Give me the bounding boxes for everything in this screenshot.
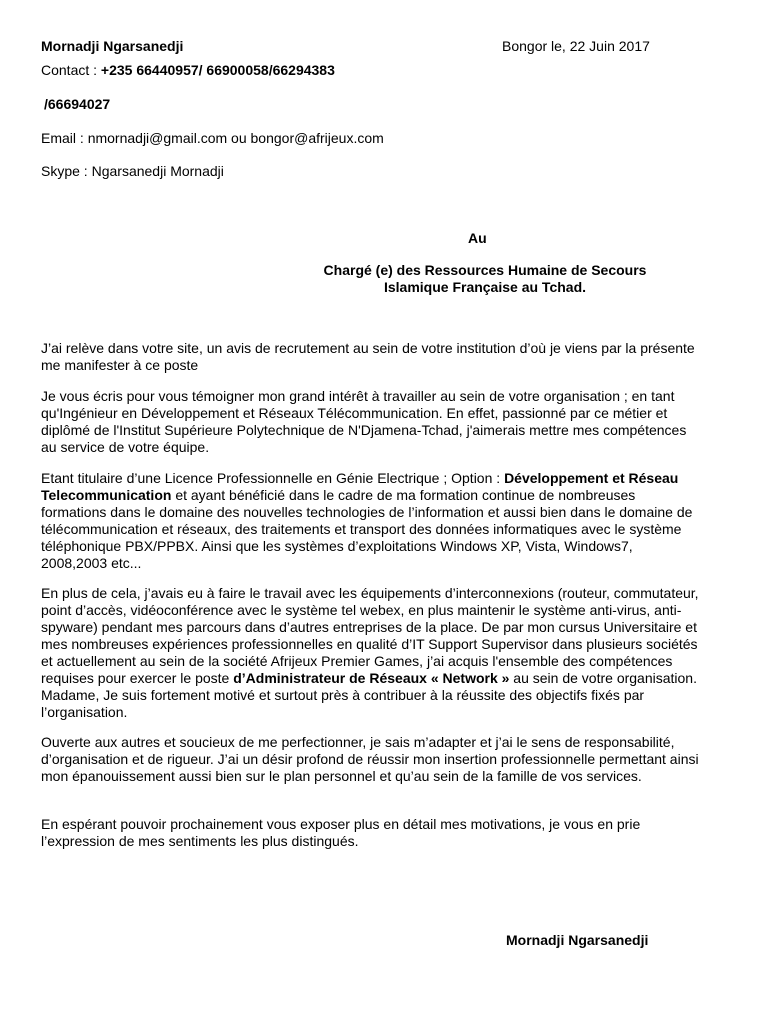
recipient-line-1: Chargé (e) des Ressources Humaine de Secours bbox=[323, 262, 647, 278]
paragraph-4-position: d’Administrateur de Réseaux « Network » bbox=[233, 670, 510, 686]
email-value: nmornadji@gmail.com ou bongor@afrijeux.com bbox=[87, 130, 384, 146]
signature: Mornadji Ngarsanedji bbox=[506, 932, 649, 948]
paragraph-3 bbox=[41, 470, 701, 572]
skype-value: Ngarsanedji Mornadji bbox=[91, 163, 224, 179]
recipient-line-2: Islamique Française au Tchad. bbox=[383, 279, 587, 295]
sender-name: Mornadji Ngarsanedji bbox=[41, 38, 184, 54]
email-label: Email : bbox=[41, 130, 88, 146]
contact-phones-extra: /66694027 bbox=[44, 96, 111, 112]
paragraph-4-text-a: En plus de cela, j’avais eu à faire le travail avec les équipements d’interconnexions (routeur, commutateur, point d’accès, vidéoconférence avec le système tel webex, en plus maintenir le système anti-virus, anti-spyware) pendant mes parcours dans d’autres entreprises de la place. De par mon cursus Universitaire et mes nombreuses expériences professionnelles en qualité d’IT Support Supervisor dans plusieurs sociétés et actuellement au sein de la société Afrijeux Premier Games, j’ai acquis l'ensemble des compétences requises pour exercer le poste bbox=[41, 585, 699, 686]
paragraph-4 bbox=[41, 585, 701, 721]
paragraph-3-text-b: et ayant bénéficié dans le cadre de ma formation continue de nombreuses formations dans le domaine des nouvelles technologies de l’information et aussi bien dans le domaine de télécommunication et réseaux, des traitements et transport des données informatiques avec le système téléphonique PBX/PPBX. Ainsi que les systèmes d’exploitations Windows XP, Vista, Windows7, 2008,2003 etc... bbox=[41, 487, 693, 571]
recipient-to: Au bbox=[468, 230, 487, 246]
contact-phones: +235 66440957/ 66900058/66294383 bbox=[100, 62, 335, 78]
paragraph-4-text-b: au sein de votre organisation. Madame, Je suis fortement motivé et surtout près à contribuer à la réussite des objectifs fixés par l’organisation. bbox=[41, 670, 697, 720]
paragraph-3-option: Développement et Réseau Telecommunication bbox=[41, 470, 679, 503]
place-date: Bongor le, 22 Juin 2017 bbox=[502, 38, 650, 54]
skype-line bbox=[41, 163, 224, 180]
paragraph-2: Je vous écris pour vous témoigner mon grand intérêt à travailler au sein de votre organisation ; en tant qu'Ingénieur en Développement et Réseaux Télécommunication. En effet, passionné par ce métier et diplômé de l'Institut Supérieure Polytechnique de N'Djamena-Tchad, j'aimerais mettre mes compétences au service de votre équipe. bbox=[41, 388, 687, 455]
paragraph-1: J’ai relève dans votre site, un avis de recrutement au sein de votre institution d’où je viens par la présente me manifester à ce poste bbox=[41, 340, 695, 373]
paragraph-3-text-a: Etant titulaire d’une Licence Professionnelle en Génie Electrique ; Option : bbox=[41, 470, 505, 486]
paragraph-6: En espérant pouvoir prochainement vous exposer plus en détail mes motivations, je vous en prie l’expression de mes sentiments les plus distingués. bbox=[41, 816, 641, 849]
email-line bbox=[41, 130, 384, 147]
contact-label: Contact : bbox=[41, 62, 101, 78]
contact-line bbox=[41, 62, 335, 79]
skype-label: Skype : bbox=[41, 163, 92, 179]
paragraph-5: Ouverte aux autres et soucieux de me perfectionner, je sais m’adapter et j’ai le sens de responsabilité, d’organisation et de rigueur. J’ai un désir profond de réussir mon insertion professionnelle permettant ainsi mon épanouissement aussi bien sur le plan personnel et qu’au sein de la famille de vos services. bbox=[41, 734, 699, 784]
